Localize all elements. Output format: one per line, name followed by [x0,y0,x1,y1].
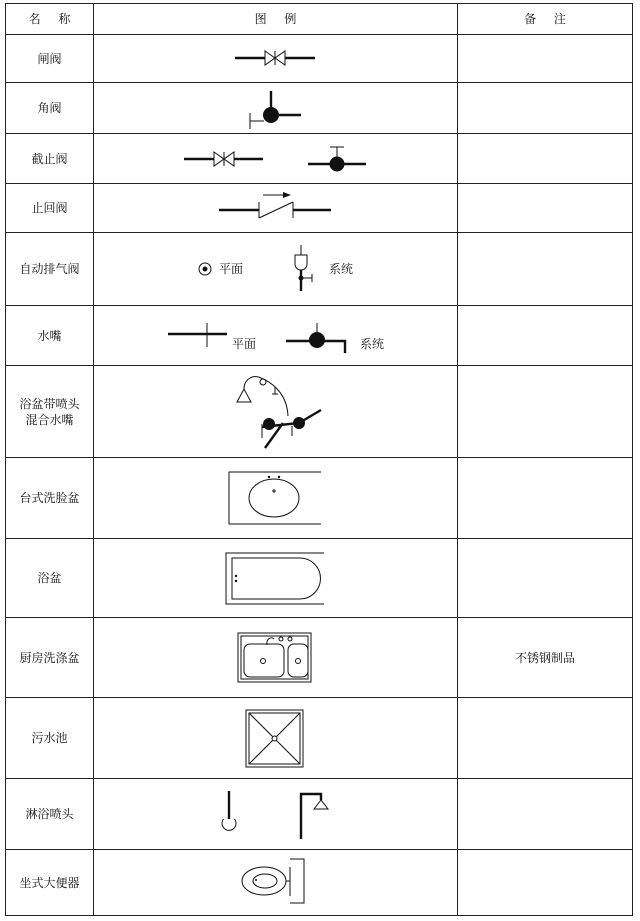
legend-cell [94,779,458,850]
globe-valve-system-symbol [308,147,366,172]
legend-cell [94,458,458,539]
air-vent-system-symbol [295,245,353,291]
valve-body [330,157,345,172]
remark-cell [458,850,633,916]
remark-cell [458,233,633,306]
table-row [6,850,633,916]
sink-outline [238,633,311,682]
header-name: 名 称 [6,4,94,35]
valve-disc [259,202,293,218]
table-row [6,618,633,698]
remark-cell: 不锈钢制品 [458,618,633,698]
mop-sink-symbol [94,698,457,778]
bath-shower-mixer-symbol [94,366,457,457]
shower-pipe [301,794,321,839]
remark-cell [458,83,633,134]
check-valve-symbol [94,184,457,232]
shower-rose [314,800,328,809]
counter-outline [229,472,321,524]
mixer-valve [263,418,275,430]
vent-body [295,255,307,270]
name-cell: 淋浴喷头 [6,779,94,850]
tub-inner [232,558,320,599]
legend-table [5,3,633,916]
kitchen-sink-symbol [94,618,457,697]
table-row [6,184,633,233]
name-cell: 厨房洗涤盆 [6,618,94,698]
faucet-symbols [94,306,457,365]
flow-arrow-head [283,192,291,198]
table-row [6,366,633,458]
spout-line [324,341,345,353]
legend-cell [94,184,458,233]
remark-cell [458,134,633,184]
legend-cell [94,539,458,618]
system-label: 系统 [360,337,385,351]
plan-label: 平面 [232,337,257,351]
drain-hole [272,736,277,741]
toilet-bowl [253,874,277,888]
drain-hole [235,575,237,577]
gate-valve-symbol [94,35,457,82]
legend-cell [94,850,458,916]
faucet-handle [279,637,283,641]
table-row [6,539,633,618]
table-row [6,233,633,306]
remark-cell [458,779,633,850]
table-row [6,35,633,83]
name-cell: 自动排气阀 [6,233,94,306]
sink-rim [241,636,308,679]
valve-body [309,332,325,348]
counter-washbasin-symbol [94,458,457,538]
name-cell: 污水池 [6,698,94,779]
angle-valve-symbol [94,83,457,133]
name-cell: 坐式大便器 [6,850,94,916]
air-vent-plan-symbol [199,262,243,276]
vent-center [203,267,208,272]
remark-cell [458,35,633,83]
name-cell: 角阀 [6,83,94,134]
table-row [6,83,633,134]
water-tank [290,859,304,903]
remark-cell [458,698,633,779]
remark-cell [458,366,633,458]
globe-valve-symbols [94,134,457,183]
name-cell: 止回阀 [6,184,94,233]
globe-valve-plan-symbol [184,152,263,166]
tap-hole [268,476,270,478]
table-row [6,779,633,850]
name-cell: 台式洗脸盆 [6,458,94,539]
left-basin [244,644,284,677]
drain-hole [296,659,301,664]
tap-hole [278,476,280,478]
header-remark: 备 注 [458,4,633,35]
bathtub-symbol [94,539,457,617]
hose-clip [272,387,278,394]
legend-cell [94,83,458,134]
table-row [6,134,633,184]
valve-body [263,107,279,123]
name-line: 混合水嘴 [25,412,74,427]
table-row [6,306,633,366]
name-cell: 水嘴 [6,306,94,366]
remark-cell [458,539,633,618]
toilet-symbol [94,850,457,915]
shower-head-plan-symbol [222,791,236,830]
shower-head [237,389,251,402]
basin-bowl [249,479,299,517]
legend-cell [94,698,458,779]
toilet-seat [242,867,286,895]
shower-rose [222,819,236,830]
table-row [6,698,633,779]
name-line: 浴盆带喷头 [19,396,80,411]
hose-ring [260,379,266,385]
name-cell: 截止阀 [6,134,94,184]
table-header-row [6,4,633,35]
remark-cell [458,458,633,539]
drain-mark [272,489,276,493]
shower-head-system-symbol [301,794,328,839]
legend-cell [94,233,458,306]
faucet-handle [288,637,292,641]
drain-hole [235,580,237,582]
remark-cell [458,306,633,366]
system-label: 系统 [329,262,354,276]
legend-cell [94,618,458,698]
air-vent-symbols [94,233,457,305]
faucet-system-symbol [286,323,384,353]
remark-cell [458,184,633,233]
mixer-valve [293,417,305,429]
table-row [6,458,633,539]
name-cell [6,366,94,458]
name-cell: 闸阀 [6,35,94,83]
right-basin [288,644,308,677]
faucet-plan-symbol [168,323,256,351]
legend-cell [94,134,458,184]
plan-label: 平面 [219,262,244,276]
legend-cell [94,306,458,366]
name-cell: 浴盆 [6,539,94,618]
legend-cell [94,35,458,83]
shower-head-symbols [94,779,457,849]
legend-cell [94,366,458,458]
header-legend: 图 例 [94,4,458,35]
bowl-mark [255,879,257,881]
drain-hole [261,659,266,664]
